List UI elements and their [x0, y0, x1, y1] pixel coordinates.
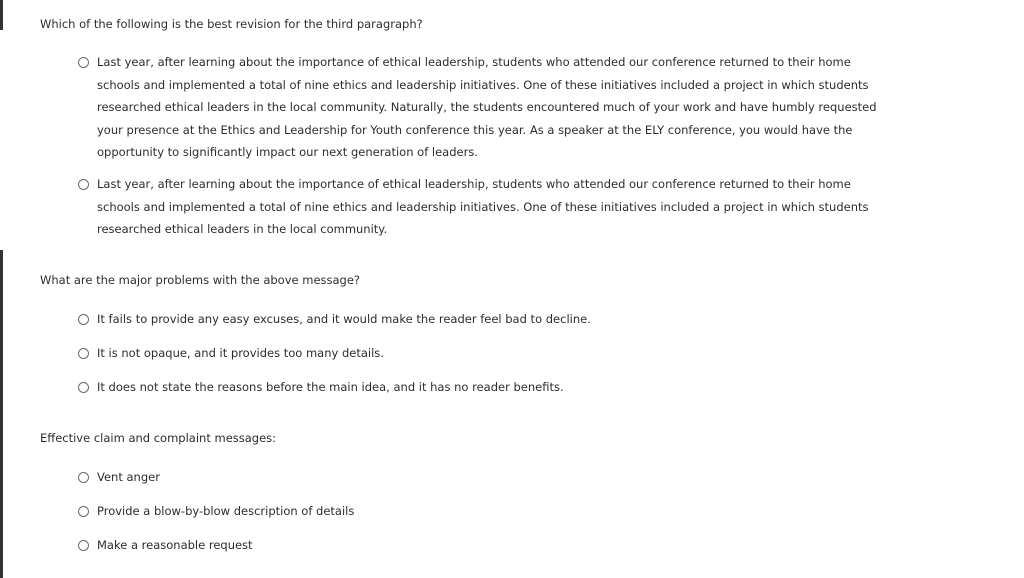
question-3-option-1-radio[interactable] [78, 472, 89, 483]
question-2-option-1[interactable] [40, 308, 892, 331]
question-2 [40, 272, 984, 288]
question-3-option-3-label: Make a reasonable request [97, 538, 253, 552]
left-edge-mark-top [0, 0, 3, 30]
question-1-option-1-label: Last year, after learning about the importance of ethical leadership, students who attended our conference returned to their home schools and implemented a total of nine ethics and leadership initiatives. One of these initiatives included a project in which students researched ethical leaders in the local community. Naturally, the students encountered much of your work and have humbly requested your presence at the Ethics and Leadership for Youth conference this year. As a speaker at the ELY conference, you would have the opportunity to significantly impact our next generation of leaders. [97, 55, 877, 160]
question-1-prompt: Which of the following is the best revision for the third paragraph? [40, 17, 423, 31]
question-2-option-1-radio[interactable] [78, 314, 89, 325]
left-edge-mark-bottom [0, 250, 3, 578]
question-1-option-2-radio[interactable] [78, 179, 89, 190]
question-2-option-3[interactable] [40, 376, 892, 399]
question-1-option-1[interactable] [40, 51, 892, 164]
question-3-option-1-label: Vent anger [97, 470, 160, 484]
question-3-option-2-label: Provide a blow-by-blow description of details [97, 504, 355, 518]
question-3-option-3[interactable] [40, 534, 892, 557]
question-2-option-3-radio[interactable] [78, 382, 89, 393]
question-2-option-1-label: It fails to provide any easy excuses, and it would make the reader feel bad to decline. [97, 312, 591, 326]
question-3-option-1[interactable] [40, 466, 892, 489]
question-3-option-3-radio[interactable] [78, 540, 89, 551]
question-2-prompt: What are the major problems with the above message? [40, 273, 361, 287]
question-2-option-2[interactable] [40, 342, 892, 365]
question-1-option-2[interactable] [40, 173, 892, 241]
question-1-option-1-radio[interactable] [78, 57, 89, 68]
question-3-option-2[interactable] [40, 500, 892, 523]
question-3-prompt: Effective claim and complaint messages: [40, 431, 277, 445]
question-1 [40, 16, 984, 32]
question-2-option-2-radio[interactable] [78, 348, 89, 359]
question-2-option-3-label: It does not state the reasons before the main idea, and it has no reader benefits. [97, 380, 564, 394]
question-2-option-2-label: It is not opaque, and it provides too many details. [97, 346, 384, 360]
question-3 [40, 430, 984, 446]
question-1-option-2-label: Last year, after learning about the importance of ethical leadership, students who attended our conference returned to their home schools and implemented a total of nine ethics and leadership initiatives. One of these initiatives included a project in which students researched ethical leaders in the local community. [97, 177, 869, 237]
question-3-option-2-radio[interactable] [78, 506, 89, 517]
